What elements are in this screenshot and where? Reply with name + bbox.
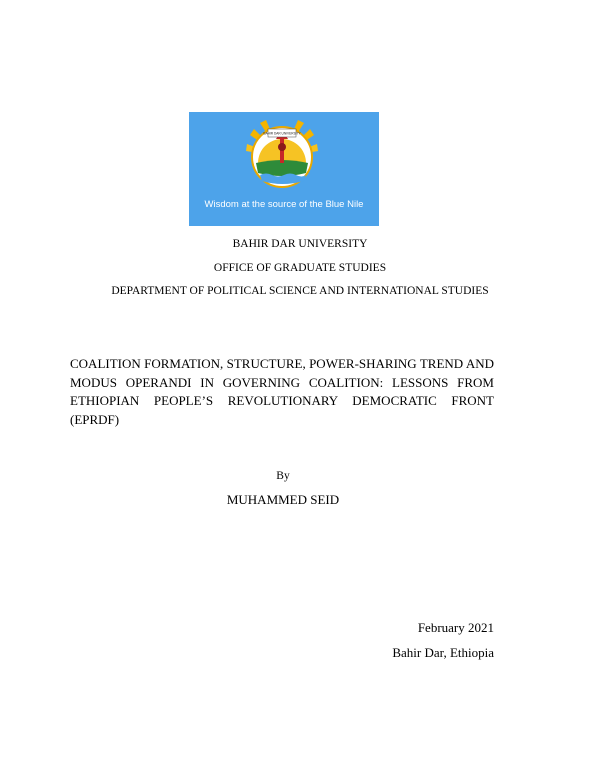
university-seal-icon xyxy=(246,117,318,197)
university-name: BAHIR DAR UNIVERSITY xyxy=(232,238,368,250)
office-name: OFFICE OF GRADUATE STUDIES xyxy=(213,262,387,274)
thesis-title: COALITION FORMATION, STRUCTURE, POWER-SHARING TREND AND MODUS OPERANDI IN GOVERNING COALITION: LESSONS FROM ETHIOPIAN PEOPLE’S REVOLUTIONARY DEMOCRATIC FRONT (EPRDF) xyxy=(70,356,494,427)
department-name: DEPARTMENT OF POLITICAL SCIENCE AND INTERNATIONAL STUDIES xyxy=(111,285,489,297)
university-motto: Wisdom at the source of the Blue Nile xyxy=(204,199,364,210)
author-name: MUHAMMED SEID xyxy=(226,492,340,507)
seal-banner-text: BAHIR DAR UNIVERSITY xyxy=(263,131,301,136)
submission-place: Bahir Dar, Ethiopia xyxy=(392,645,494,660)
by-label: By xyxy=(276,470,290,482)
university-logo xyxy=(189,112,379,226)
submission-date: February 2021 xyxy=(417,620,494,635)
